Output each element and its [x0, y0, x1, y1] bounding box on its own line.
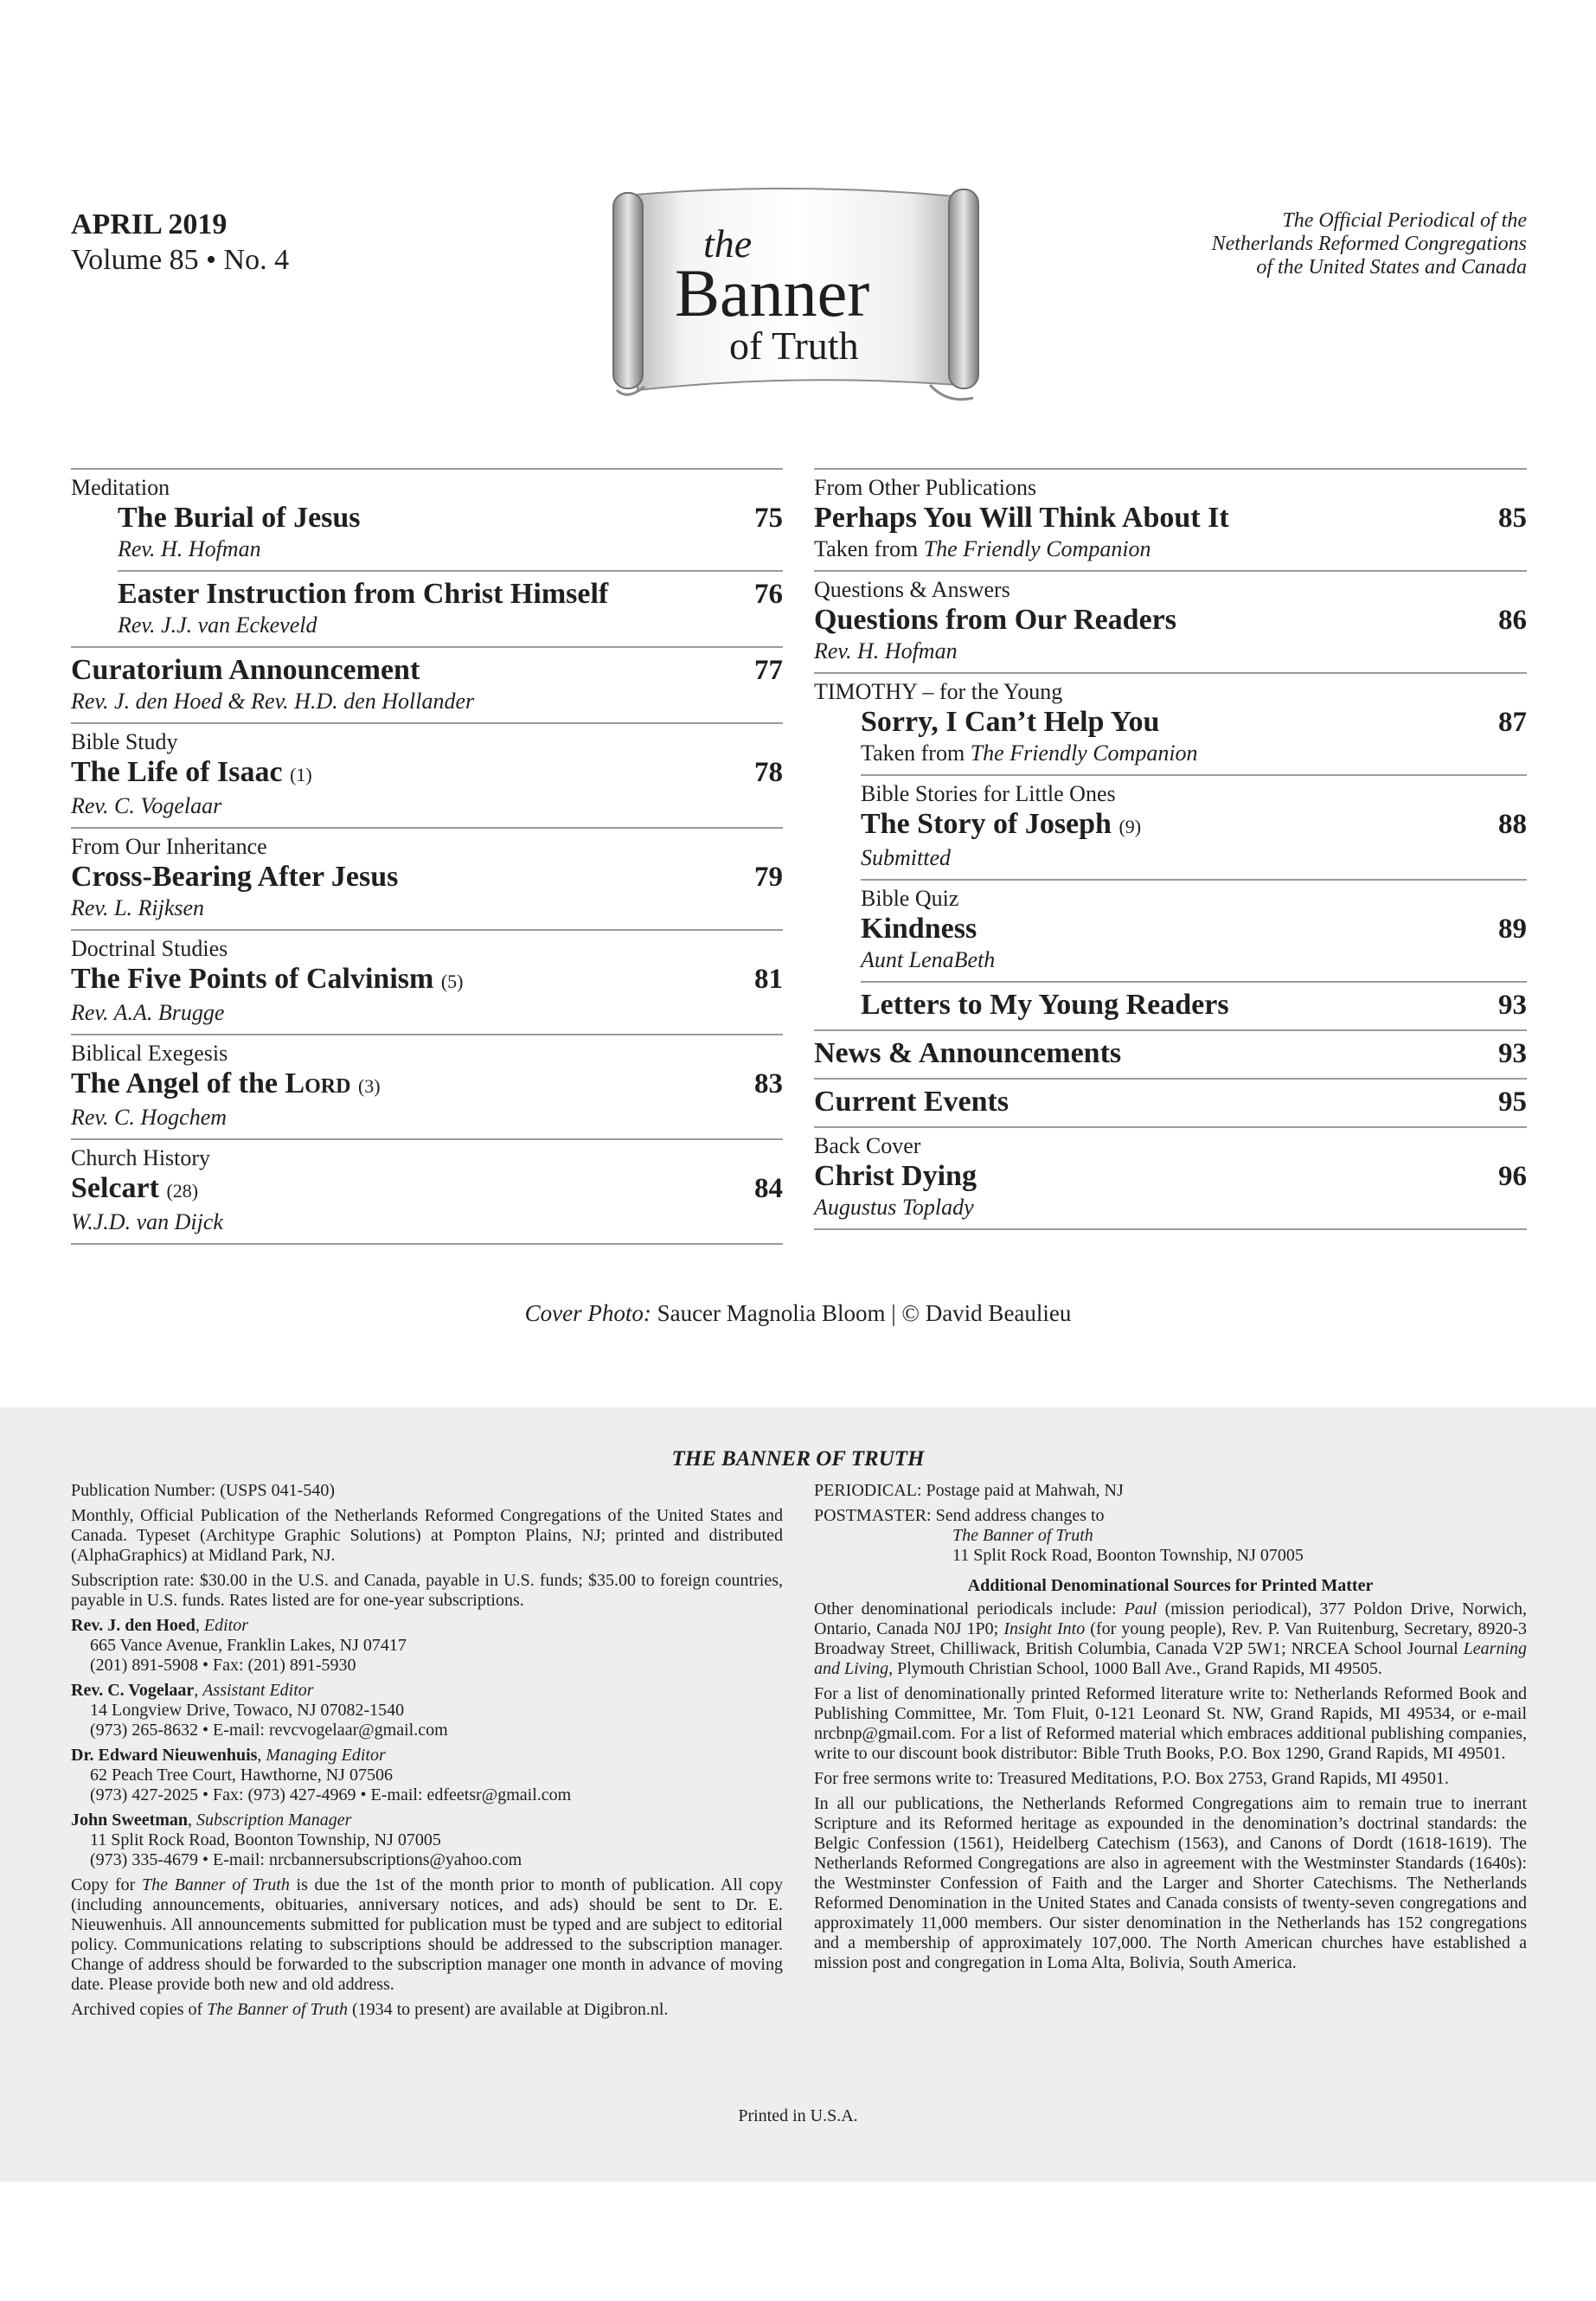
assistant-editor-name: Rev. C. Vogelaar [71, 1681, 195, 1700]
toc-entry[interactable] [861, 774, 1527, 879]
toc-author: W.J.D. van Dijck [71, 1209, 223, 1234]
toc-title-text: Questions from Our Readers [814, 604, 1177, 636]
toc-category: From Our Inheritance [71, 834, 267, 859]
editor-contact: Rev. J. den Hoed, Editor 665 Vance Avenue, Franklin Lakes, NJ 07417 (201) 891-5908 • Fax: (201) 891-5930 [71, 1616, 407, 1675]
periodical-postage: PERIODICAL: Postage paid at Mahwah, NJ [814, 1481, 1124, 1500]
toc-part: (9) [1118, 816, 1142, 837]
toc-title-text: The Life of Isaac [71, 756, 283, 788]
toc-page: 87 [1498, 707, 1527, 738]
managing-editor-contact: Dr. Edward Nieuwenhuis, Managing Editor 62 Peach Tree Court, Hawthorne, NJ 07506 (973) 427-2025 • Fax: (973) 427-4969 • E-mail: edfeetsr@gmail.com [71, 1746, 572, 1804]
other-insight: Insight Into [1003, 1619, 1086, 1638]
toc-category: TIMOTHY – for the Young [814, 679, 1063, 704]
toc-entry[interactable] [71, 468, 783, 570]
subscription-manager-name: John Sweetman [71, 1811, 189, 1830]
toc-title [814, 1159, 1527, 1194]
tagline-line: of the United States and Canada [1256, 256, 1527, 279]
assistant-editor-phone: (973) 265-8632 • E-mail: revcvogelaar@gmail.com [90, 1721, 448, 1740]
toc-entry[interactable] [118, 570, 783, 646]
monthly-info: Monthly, Official Publication of the Netherlands Reformed Congregations of the United States and Canada. Typeset (Architype Graphic Solutions) at Pompton Plains, NJ; printed and distributed (AlphaGraphics) at Midland Park, NJ. [71, 1506, 783, 1565]
other-text: (mission periodical), 377 Poldon Drive, Norwich, Ontario, Canada N0J 1P0; [814, 1599, 1527, 1638]
toc-entry[interactable] [814, 1029, 1527, 1078]
issue-date: APRIL 2019 [71, 208, 228, 240]
toc-title-text: The Story of Joseph [861, 808, 1112, 840]
toc-title [71, 648, 783, 688]
toc-title-text: Selcart [71, 1172, 159, 1204]
toc-author: Rev. A.A. Brugge [71, 1000, 225, 1025]
masthead [71, 208, 289, 279]
toc-title [71, 755, 783, 792]
editor-name: Rev. J. den Hoed [71, 1616, 195, 1635]
banner-of-truth-logo [601, 177, 990, 411]
toc-author: Aunt LenaBeth [861, 947, 996, 972]
toc-category: Bible Stories for Little Ones [861, 781, 1116, 806]
scroll-graphic [601, 177, 990, 411]
toc-entry[interactable] [814, 570, 1527, 672]
toc-right-column [814, 468, 1527, 1230]
toc-page: 88 [1498, 809, 1527, 840]
toc-left-column [71, 468, 783, 1245]
toc-author: Rev. H. Hofman [118, 536, 261, 561]
toc-part: (28) [166, 1180, 199, 1202]
logo-word-the: the [703, 221, 753, 266]
subscription-manager-contact: John Sweetman, Subscription Manager 11 Split Rock Road, Boonton Township, NJ 07005 (973) 335-4679 • E-mail: nrcbannersubscriptions@yahoo.com [71, 1811, 522, 1869]
toc-author: Rev. L. Rijksen [71, 895, 205, 920]
toc-title-text: News & Announcements [814, 1037, 1122, 1069]
toc-author [861, 740, 1527, 774]
toc-title [814, 1031, 1527, 1078]
toc-title [861, 705, 1527, 740]
cover-photo-label: Cover Photo: [524, 1300, 651, 1326]
archive-text: Archived copies of [71, 2000, 208, 2019]
toc-author-source: The Friendly Companion [923, 536, 1151, 561]
toc-page: 86 [1498, 605, 1527, 636]
toc-entry[interactable] [814, 672, 1527, 774]
other-text: , Plymouth Christian School, 1000 Ball Ave., Grand Rapids, MI 49505. [888, 1659, 1382, 1678]
toc-page: 85 [1498, 503, 1527, 534]
editor-address: 665 Vance Avenue, Franklin Lakes, NJ 07417 [90, 1636, 407, 1655]
toc-category: Church History [71, 1145, 211, 1170]
toc-author-prefix: Taken from [861, 740, 971, 766]
divider [814, 1228, 1527, 1230]
tagline [1212, 209, 1527, 279]
toc-title [71, 860, 783, 894]
toc-page: 84 [754, 1173, 783, 1204]
toc-entry[interactable] [861, 879, 1527, 981]
toc-category: Questions & Answers [814, 577, 1010, 602]
toc-category: Bible Study [71, 729, 178, 754]
assistant-editor-role: Assistant Editor [202, 1681, 314, 1700]
copy-policy-text: Copy for [71, 1875, 143, 1894]
toc-title-text: Easter Instruction from Christ Himself [118, 578, 609, 610]
toc-entry[interactable] [71, 929, 783, 1034]
toc-part: (5) [440, 971, 464, 992]
toc-page: 83 [754, 1068, 783, 1099]
editor-role: Editor [203, 1616, 249, 1635]
editor-phone: (201) 891-5908 • Fax: (201) 891-5930 [90, 1656, 356, 1675]
other-paul: Paul [1124, 1599, 1157, 1618]
toc-page: 79 [754, 862, 783, 893]
toc-entry[interactable] [814, 1078, 1527, 1126]
cover-photo-credit [0, 1300, 1596, 1327]
toc-title [71, 962, 783, 999]
toc-entry[interactable] [71, 827, 783, 929]
toc-category: Biblical Exegesis [71, 1041, 228, 1066]
tagline-line: Netherlands Reformed Congregations [1211, 233, 1527, 255]
other-learning: Learning and Living [814, 1639, 1527, 1678]
toc-page: 77 [754, 655, 783, 686]
other-text: Other denominational periodicals include: [814, 1599, 1125, 1618]
copy-policy-text: is due the 1st of the month prior to month of publication. All copy (including announcements, obituaries, anniversary notices, and ads) should be sent to Dr. E. Nieuwenhuis. All announcements submitted for publication must be typed and are subject to editorial policy. Communications relating to subscriptions should be addressed to the subscription manager. Change of address should be forwarded to the subscription manager one month in advance of moving date. Please provide both new and old address. [71, 1875, 783, 1994]
toc-title-smallcaps: Lord [285, 1067, 351, 1099]
toc-title [861, 983, 1527, 1029]
subscription-manager-phone: (973) 335-4679 • E-mail: nrcbannersubscriptions@yahoo.com [90, 1850, 522, 1869]
toc-title-text: Current Events [814, 1086, 1010, 1118]
postmaster-note [814, 1506, 1527, 1566]
toc-entry[interactable] [71, 646, 783, 722]
managing-editor-phone: (973) 427-2025 • Fax: (973) 427-4969 • E-mail: edfeetsr@gmail.com [90, 1785, 572, 1804]
toc-entry[interactable] [71, 1034, 783, 1138]
publication-number: Publication Number: (USPS 041-540) [71, 1481, 335, 1500]
toc-title-text: Sorry, I Can’t Help You [861, 706, 1160, 738]
sources-heading: Additional Denominational Sources for Printed Matter [967, 1576, 1374, 1595]
toc-title [71, 1067, 783, 1104]
toc-title [861, 912, 1527, 946]
subscription-rate: Subscription rate: $30.00 in the U.S. and Canada, payable in U.S. funds; $35.00 to foreign countries, payable in U.S. funds. Rates listed are for one-year subscriptions. [71, 1571, 783, 1610]
logo-word-banner: Banner [675, 255, 870, 330]
toc-page: 78 [754, 757, 783, 788]
toc-entry[interactable] [814, 1126, 1527, 1228]
toc-page: 93 [1498, 990, 1527, 1021]
archive-note [71, 2000, 783, 2020]
free-sermons: For free sermons write to: Treasured Meditations, P.O. Box 2753, Grand Rapids, MI 49501. [814, 1769, 1449, 1788]
postmaster-publication: The Banner of Truth [952, 1526, 1093, 1545]
assistant-editor-contact: Rev. C. Vogelaar, Assistant Editor 14 Longview Drive, Towaco, NJ 07082-1540 (973) 265-8632 • E-mail: revcvogelaar@gmail.com [71, 1681, 448, 1740]
toc-page: 81 [754, 964, 783, 995]
toc-title-text: The Burial of Jesus [118, 502, 361, 534]
cover-photo-text: Saucer Magnolia Bloom | © David Beaulieu [651, 1300, 1072, 1326]
toc-author [814, 535, 1527, 570]
toc-title [118, 572, 783, 612]
footer-left-column [71, 1481, 783, 2025]
toc-title [118, 501, 783, 535]
toc-part: (3) [357, 1075, 381, 1097]
toc-part: (1) [290, 764, 312, 785]
printed-in: Printed in U.S.A. [738, 2106, 858, 2125]
toc-page: 93 [1498, 1038, 1527, 1069]
mission-statement: In all our publications, the Netherlands Reformed Congregations aim to remain true to inerrant Scripture and its Reformed heritage as expounded in the denomination’s doctrinal standards: the Belgic Confession (1561), Heidelberg Catechism (1563), and Canons of Dordt (1618-1619). The Netherlands Reformed Congregations are also in agreement with the Westminster Standards (1640s): the Westminster Confession of Faith and the Larger and Shorter Catechisms. The Netherlands Reformed Denomination in the United States and Canada consists of twenty-seven congregations and approximately 11,000 members. Our sister denomination in the Netherlands has 152 congregations and a membership of approximately 107,000. The North American churches have established a mission post and congregation in Loma Alta, Bolivia, South America. [814, 1794, 1527, 1972]
toc-category: Back Cover [814, 1133, 921, 1158]
toc-category: From Other Publications [814, 475, 1037, 500]
toc-title-text: The Angel of the [71, 1067, 285, 1099]
other-periodicals [814, 1599, 1527, 1679]
managing-editor-address: 62 Peach Tree Court, Hawthorne, NJ 07506 [90, 1766, 393, 1785]
toc-entry[interactable] [71, 1138, 783, 1243]
footer-title: THE BANNER OF TRUTH [671, 1447, 925, 1471]
toc-title-text: Letters to My Young Readers [861, 989, 1229, 1021]
toc-page: 75 [754, 503, 783, 534]
toc-entry[interactable] [814, 468, 1527, 570]
toc-author: Augustus Toplady [814, 1195, 974, 1220]
toc-page: 96 [1498, 1161, 1527, 1192]
divider [71, 1243, 783, 1245]
copy-policy [71, 1875, 783, 1995]
toc-title-text: Kindness [861, 913, 977, 945]
subscription-manager-address: 11 Split Rock Road, Boonton Township, NJ 07005 [90, 1830, 441, 1849]
toc-author-prefix: Taken from [814, 536, 924, 561]
postmaster-address: 11 Split Rock Road, Boonton Township, NJ 07005 [952, 1546, 1304, 1565]
toc-title [71, 1171, 783, 1208]
managing-editor-role: Managing Editor [266, 1746, 386, 1765]
toc-author: Rev. J. den Hoed & Rev. H.D. den Hollander [71, 689, 475, 714]
toc-title-text: Curatorium Announcement [71, 654, 420, 686]
toc-entry[interactable] [71, 722, 783, 827]
toc-author-source: The Friendly Companion [970, 740, 1198, 766]
toc-title-text: Cross-Bearing After Jesus [71, 861, 399, 893]
tagline-line: The Official Periodical of the [1282, 209, 1527, 232]
toc-title-text: Christ Dying [814, 1160, 977, 1192]
toc-category: Doctrinal Studies [71, 936, 228, 961]
toc-title-text: The Five Points of Calvinism [71, 963, 434, 995]
issue-volume: Volume 85 • No. 4 [71, 244, 290, 276]
toc-page: 76 [754, 579, 783, 610]
copy-policy-publication: The Banner of Truth [142, 1875, 290, 1894]
toc-title [861, 807, 1527, 844]
publication-info-panel [0, 1407, 1596, 2182]
postmaster-text: POSTMASTER: Send address changes to [814, 1506, 1105, 1525]
toc-entry[interactable] [861, 981, 1527, 1029]
toc-author: Rev. J.J. van Eckeveld [118, 612, 317, 638]
archive-text: (1934 to present) are available at Digibron.nl. [347, 2000, 669, 2019]
toc-author: Rev. C. Vogelaar [71, 793, 222, 818]
subscription-manager-role: Subscription Manager [196, 1811, 352, 1830]
logo-word-of-truth: of Truth [729, 324, 859, 368]
literature-list: For a list of denominationally printed Reformed literature write to: Netherlands Reformed Book and Publishing Committee, Mr. Tom Fluit, 0-121 Leonard St. NW, Grand Rapids, MI 49534, or e-mail nrcbnp@gmail.com. For a list of Reformed material which embraces additional publishing companies, write to our discount book distributor: Bible Truth Books, P.O. Box 1290, Grand Rapids, MI 49501. [814, 1684, 1527, 1763]
managing-editor-name: Dr. Edward Nieuwenhuis [71, 1746, 258, 1765]
toc-category: Bible Quiz [861, 886, 959, 911]
toc-category: Meditation [71, 475, 170, 500]
toc-page: 89 [1498, 913, 1527, 945]
toc-title [814, 603, 1527, 638]
footer-right-column [814, 1481, 1527, 1978]
toc-title-text: Perhaps You Will Think About It [814, 502, 1229, 534]
toc-title [814, 1080, 1527, 1126]
toc-author: Rev. C. Hogchem [71, 1105, 228, 1130]
toc-author: Rev. H. Hofman [814, 638, 958, 663]
other-text: (for young people), Rev. P. Van Ruitenburg, Secretary, 8920-3 Broadway Street, Chilliwack, British Columbia, Canada V2P 5W1; NRCEA School Journal [814, 1619, 1528, 1658]
toc-author: Submitted [861, 845, 951, 870]
toc-title [814, 501, 1527, 535]
toc-page: 95 [1498, 1086, 1527, 1118]
assistant-editor-address: 14 Longview Drive, Towaco, NJ 07082-1540 [90, 1701, 405, 1720]
archive-publication: The Banner of Truth [207, 2000, 348, 2019]
